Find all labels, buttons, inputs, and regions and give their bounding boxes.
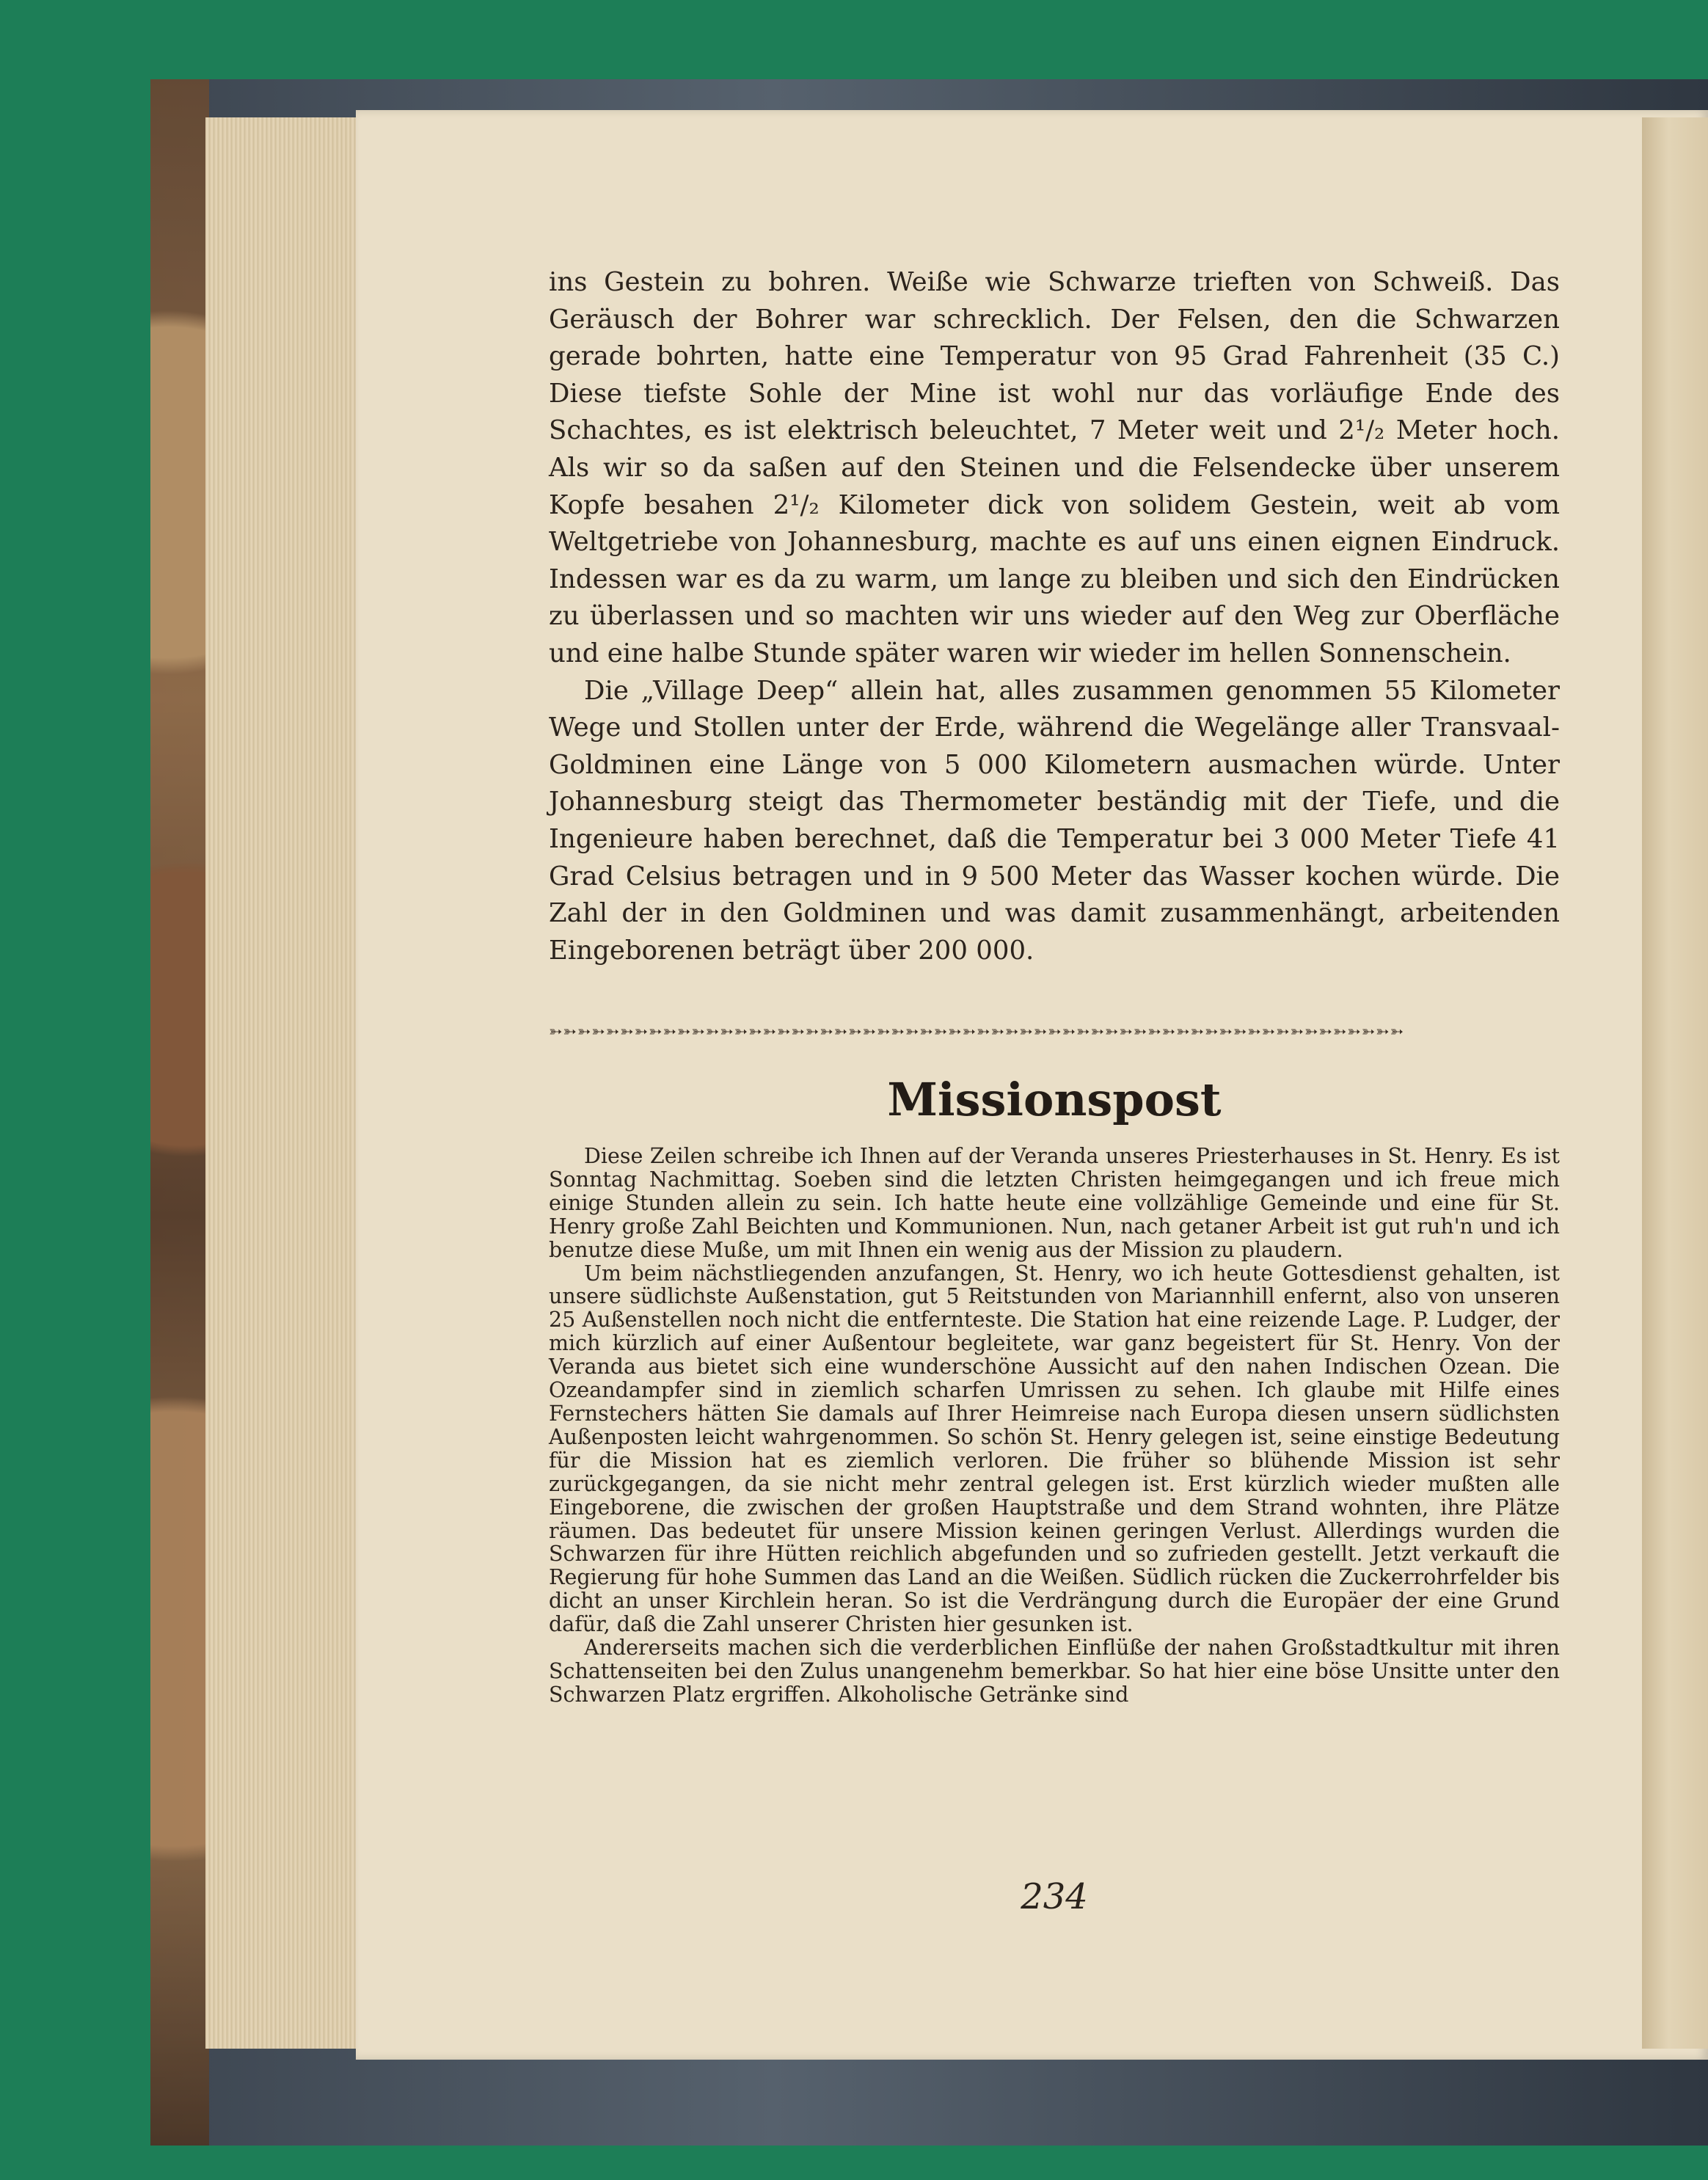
ornamental-divider: ➳➳➳➳➳➳➳➳➳➳➳➳➳➳➳➳➳➳➳➳➳➳➳➳➳➳➳➳➳➳➳➳➳➳➳➳➳➳➳➳➳➳➳➳➳➳➳➳➳➳➳➳➳➳➳➳➳➳➳➳: [549, 1023, 1405, 1041]
facing-page-edge: [1642, 117, 1708, 2049]
paragraph: ins Gestein zu bohren. Weiße wie Schwarze trieften von Schweiß. Das Geräusch der Bohrer war schrecklich. Der Felsen, den die Schwarzen gerade bohrten, hatte eine Temperatur von 95 Grad Fahrenheit (35 C.) Diese tiefste Sohle der Mine ist wohl nur das vorläufige Ende des Schachtes, es ist elektrisch beleuchtet, 7 Meter weit und 2¹/₂ Meter hoch. Als wir so da saßen auf den Steinen und die Felsendecke über unserem Kopfe besahen 2¹/₂ Kilometer dick von solidem Gestein, weit ab vom Weltgetriebe von Johannesburg, machte es auf uns einen eignen Eindruck. Indessen war es da zu warm, um lange zu bleiben und sich den Eindrücken zu überlassen und so machten wir uns wieder auf den Weg zur Oberfläche und eine halbe Stunde später waren wir wieder im hellen Sonnenschein.: [549, 267, 1560, 668]
section-text: [549, 1145, 1560, 1707]
section-title: Missionspost: [887, 1073, 1222, 1126]
main-text: [549, 264, 1560, 969]
marbled-edge: [150, 79, 209, 2146]
paragraph: Die „Village Deep“ allein hat, alles zusammen genommen 55 Kilometer Wege und Stollen unter der Erde, während die Wegelänge aller Transvaal-Goldminen eine Länge von 5 000 Kilometern ausmachen würde. Unter Johannesburg steigt das Thermometer beständig mit der Tiefe, und die Ingenieure haben berechnet, daß die Temperatur bei 3 000 Meter Tiefe 41 Grad Celsius betragen und in 9 500 Meter das Wasser kochen würde. Die Zahl der in den Goldminen und was damit zusammenhängt, arbeitenden Eingeborenen beträgt über 200 000.: [549, 675, 1560, 966]
page-number: 234: [1021, 1876, 1088, 1917]
paragraph: Um beim nächstliegenden anzufangen, St. Henry, wo ich heute Gottesdienst gehalten, ist unsere südlichste Außenstation, gut 5 Reitstunden von Mariannhill enfernt, also von unseren 25 Außenstellen noch nicht die entfernteste. Die Station hat eine reizende Lage. P. Ludger, der mich kürzlich auf einer Außentour begleitete, war ganz begeistert für St. Henry. Von der Veranda aus bietet sich eine wunderschöne Aussicht auf den nahen Indischen Ozean. Die Ozeandampfer sind in ziemlich scharfen Umrissen zu sehen. Ich glaube mit Hilfe eines Fernstechers hätten Sie damals auf Ihrer Heimreise nach Europa diesen unsern südlichsten Außenposten leicht wahrgenommen. So schön St. Henry gelegen ist, seine einstige Bedeutung für die Mission hat es ziemlich verloren. Die früher so blühende Mission ist sehr zurückgegangen, da sie nicht mehr zentral gelegen ist. Erst kürzlich wieder mußten alle Eingeborene, die zwischen der großen Hauptstraße und dem Strand wohnten, ihre Plätze räumen. Das bedeutet für unsere Mission keinen geringen Verlust. Allerdings wurden die Schwarzen für ihre Hütten reichlich abgefunden und so zufrieden gestellt. Jetzt verkauft die Regierung für hohe Summen das Land an die Weißen. Südlich rücken die Zuckerrohrfelder bis dicht an unser Kirchlein heran. So ist die Verdrängung durch die Europäer der eine Grund dafür, daß die Zahl unserer Christen hier gesunken ist.: [549, 1261, 1560, 1637]
paragraph: Diese Zeilen schreibe ich Ihnen auf der Veranda unseres Priesterhauses in St. Henry. Es ist Sonntag Nachmittag. Soeben sind die letzten Christen heimgegangen und ich freue mich einige Stunden allein zu sein. Ich hatte heute eine vollzählige Gemeinde und eine für St. Henry große Zahl Beichten und Kommunionen. Nun, nach getaner Arbeit ist gut ruh'n und ich benutze diese Muße, um mit Ihnen ein wenig aus der Mission zu plaudern.: [549, 1144, 1560, 1262]
paragraph: Andererseits machen sich die verderblichen Einflüße der nahen Großstadtkultur mit ihren Schattenseiten bei den Zulus unangenehm bemerkbar. So hat hier eine böse Unsitte unter den Schwarzen Platz ergriffen. Alkoholische Getränke sind: [549, 1636, 1560, 1707]
